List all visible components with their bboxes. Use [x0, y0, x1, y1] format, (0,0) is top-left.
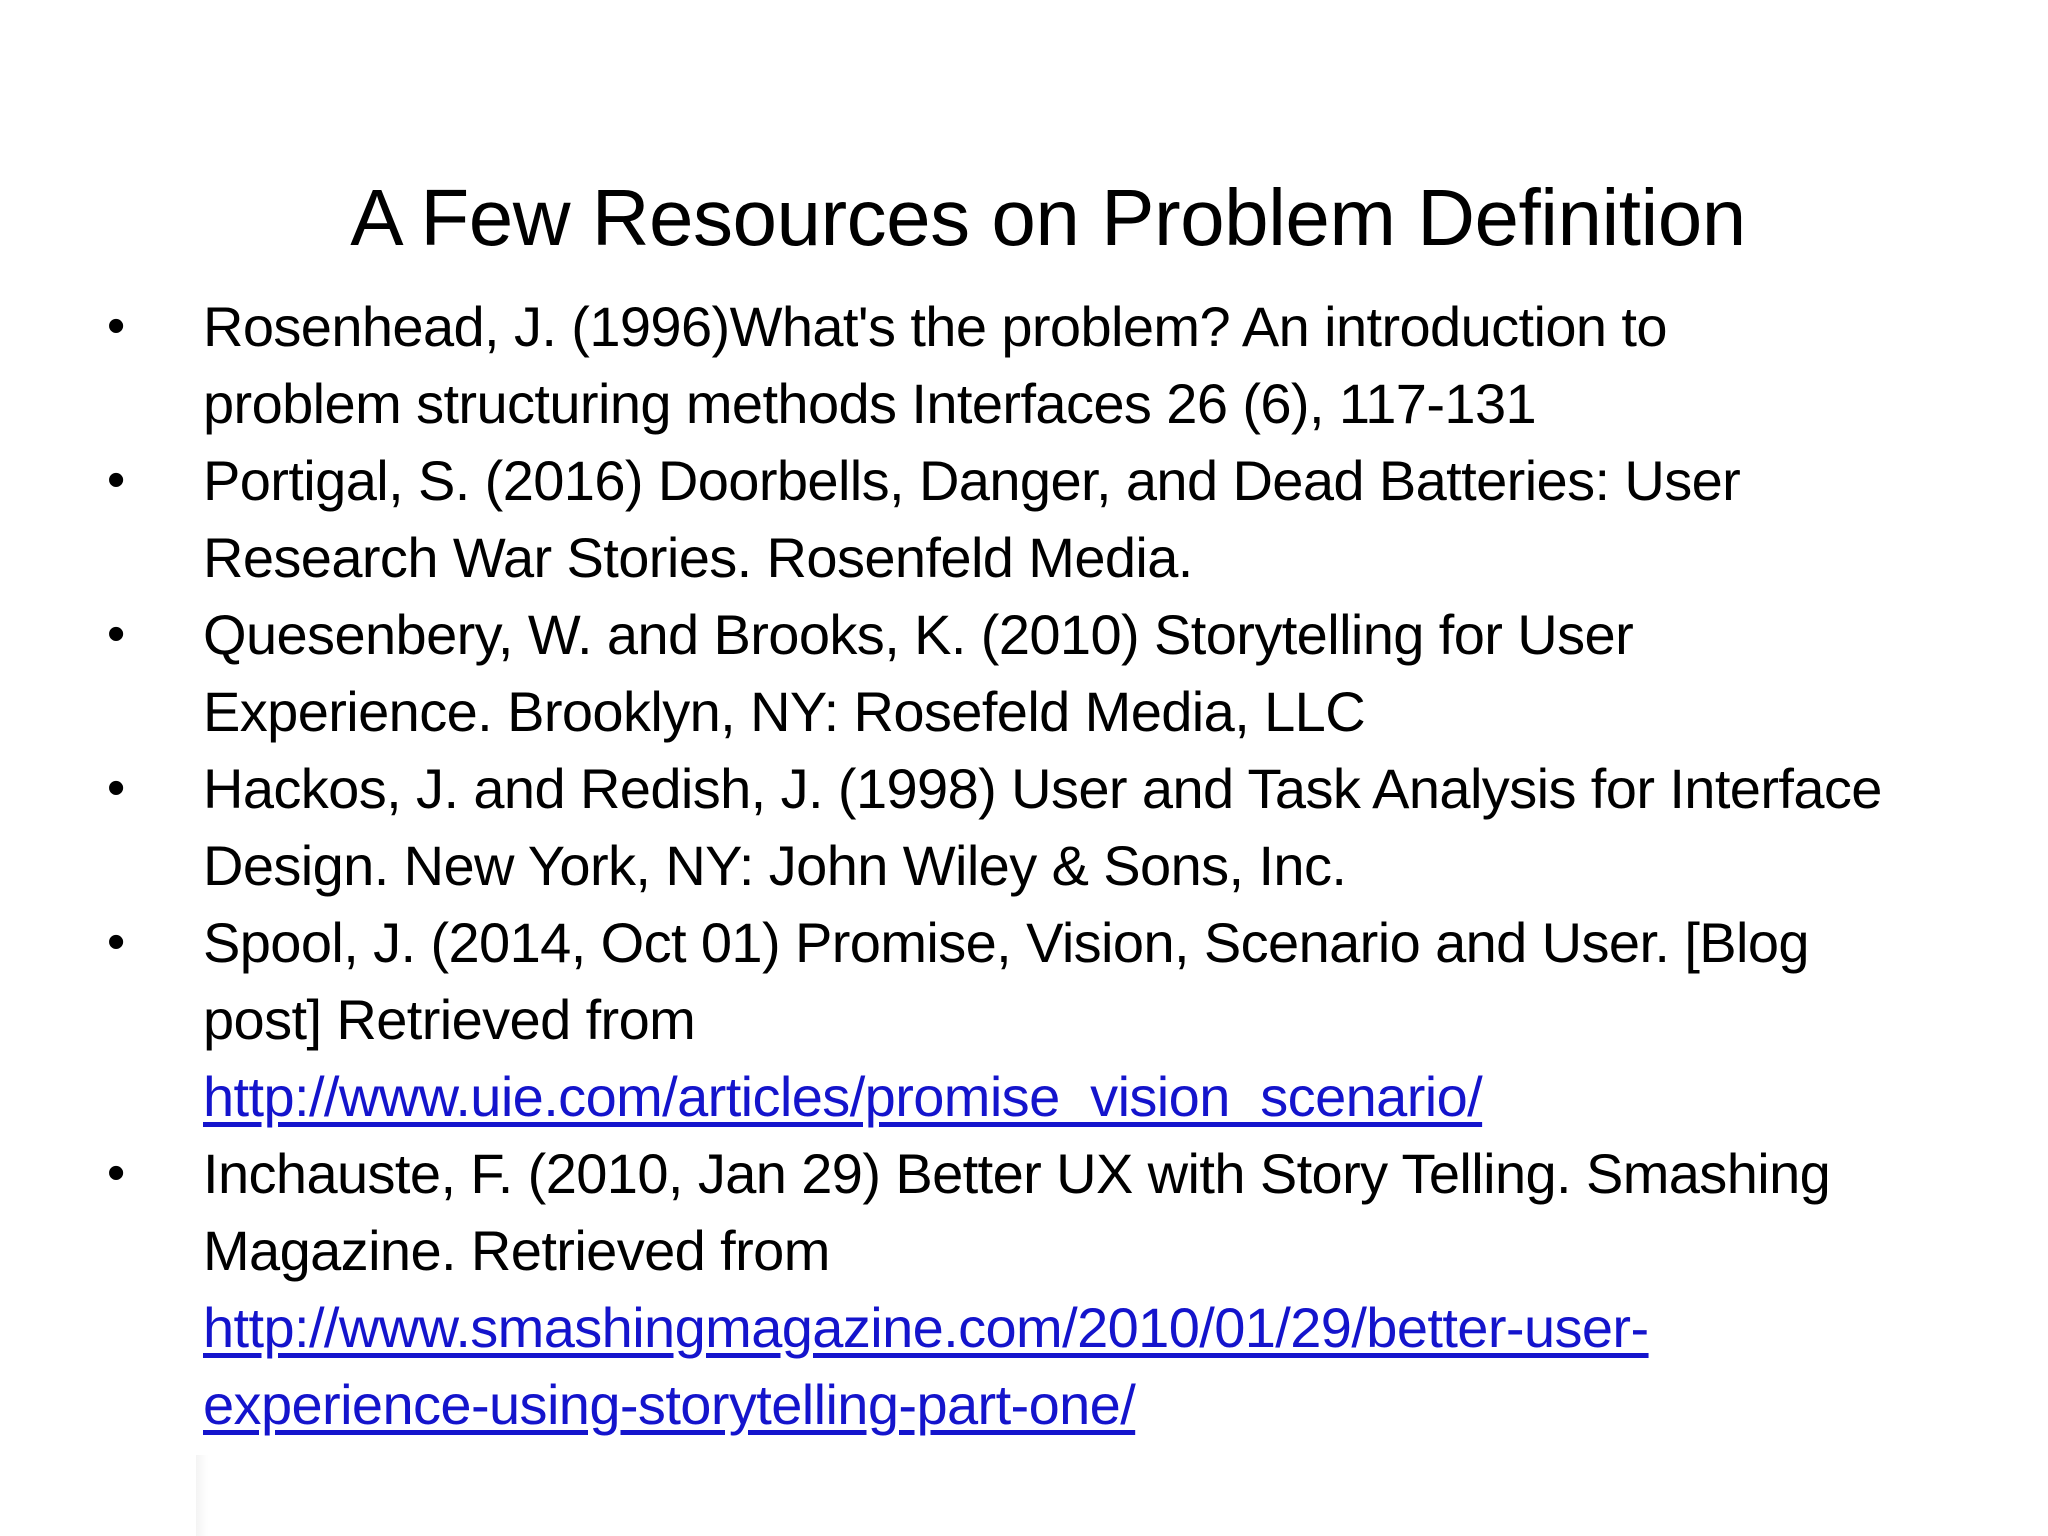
edge-shadow: [196, 1455, 208, 1536]
reference-text: Quesenbery, W. and Brooks, K. (2010) Storytelling for User Experience. Brooklyn, NY: Rosefeld Media, LLC: [203, 603, 1634, 743]
bullet-icon: •: [107, 605, 125, 663]
bullet-icon: •: [107, 297, 125, 355]
reference-item: [107, 904, 2007, 1135]
reference-text: Portigal, S. (2016) Doorbells, Danger, and Dead Batteries: User Research War Stories. Rosenfeld Media.: [203, 449, 1741, 589]
reference-text: Inchauste, F. (2010, Jan 29) Better UX with Story Telling. Smashing Magazine. Retrieved from: [203, 1142, 1831, 1282]
reference-item: [107, 288, 2007, 442]
reference-text: Hackos, J. and Redish, J. (1998) User and Task Analysis for Interface Design. New York, NY: John Wiley & Sons, Inc.: [203, 757, 1882, 897]
bullet-icon: •: [107, 913, 125, 971]
reference-item: [107, 442, 2007, 596]
reference-link-smashing[interactable]: http://www.smashingmagazine.com/2010/01/29/better-user- experience-using-storytelling-part-one/: [203, 1296, 1649, 1436]
reference-item: [107, 596, 2007, 750]
bullet-icon: •: [107, 759, 125, 817]
reference-text: Spool, J. (2014, Oct 01) Promise, Vision, Scenario and User. [Blog post] Retrieved from: [203, 911, 1809, 1051]
slide-title: A Few Resources on Problem Definition: [350, 173, 1746, 262]
bullet-icon: •: [107, 1144, 125, 1202]
reference-item: [107, 750, 2007, 904]
bullet-icon: •: [107, 451, 125, 509]
reference-list: [107, 288, 2007, 1443]
reference-item: [107, 1135, 2007, 1443]
reference-text: Rosenhead, J. (1996)What's the problem? An introduction to problem structuring methods Interfaces 26 (6), 117-131: [203, 295, 1667, 435]
reference-link-uie[interactable]: http://www.uie.com/articles/promise_vision_scenario/: [203, 1065, 1483, 1128]
